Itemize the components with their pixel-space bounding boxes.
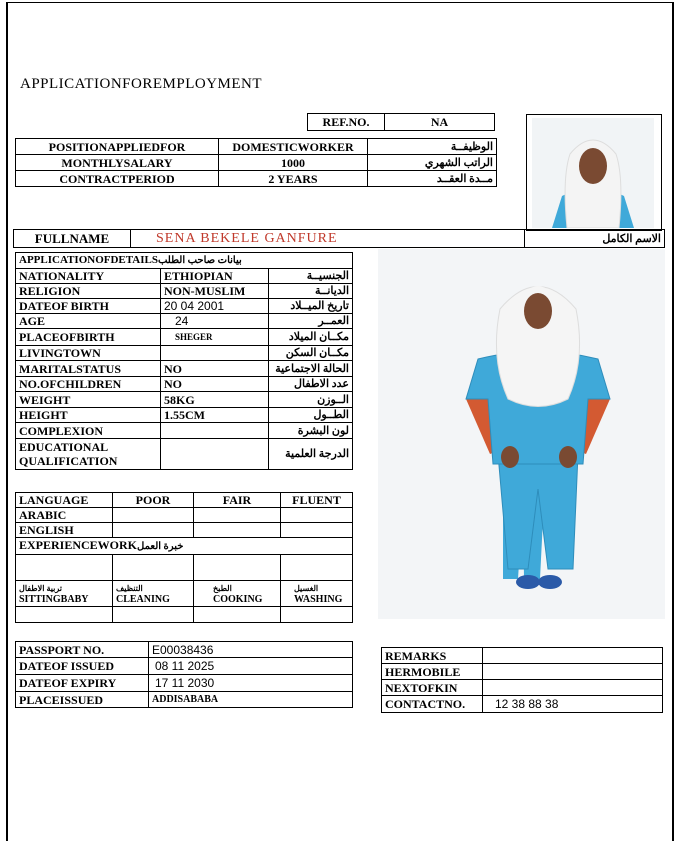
english-fluent (281, 523, 353, 538)
passport-table (15, 641, 353, 708)
details-table (15, 252, 353, 470)
education-arabic: الدرجة العلمية (269, 439, 353, 470)
skill-value-4 (281, 607, 353, 623)
place-issued-label: PLACEISSUED (16, 692, 149, 708)
weight-arabic: الــوزن (269, 392, 353, 408)
religion-arabic: الديانــة (269, 284, 353, 299)
date-issued-label: DATEOF ISSUED (16, 658, 149, 675)
weight-value: 58KG (161, 392, 269, 408)
height-arabic: الطــول (269, 408, 353, 423)
her-mobile-value (483, 664, 663, 680)
complexion-arabic: لون البشرة (269, 423, 353, 439)
skill-sittingbaby-arabic: تربية الاطفال (19, 583, 63, 593)
livingtown-label: LIVINGTOWN (16, 346, 161, 361)
age-arabic: العمــر (269, 314, 353, 329)
fair-header: FAIR (194, 493, 281, 508)
religion-value: NON-MUSLIM (161, 284, 269, 299)
nationality-arabic: الجنسيــة (269, 269, 353, 284)
position-row (16, 139, 497, 155)
skill-cooking-arabic: الطبخ (213, 583, 232, 593)
date-expiry-label: DATEOF EXPIRY (16, 675, 149, 692)
marital-arabic: الحالة الاجتماعية (269, 361, 353, 377)
pob-arabic: مكــان الميلاد (269, 329, 353, 346)
dob-label: DATEOF BIRTH (16, 299, 161, 314)
skill-value-1 (16, 607, 113, 623)
fullname-value (131, 230, 525, 248)
details-header (16, 253, 353, 269)
position-arabic: الوظيفــة (368, 139, 497, 155)
ref-label: REF.NO. (308, 114, 385, 131)
skill-cooking (194, 581, 281, 607)
education-label-line1: EDUCATIONAL (19, 440, 109, 454)
experience-cell-1 (16, 555, 113, 581)
experience-arabic: خبرة العمل (137, 541, 184, 552)
pob-label: PLACEOFBIRTH (16, 329, 161, 346)
remarks-value (483, 648, 663, 664)
page-title: APPLICATIONFOREMPLOYMENT (20, 76, 263, 92)
skill-cleaning-label: CLEANING (116, 593, 170, 605)
fullname-label: FULLNAME (14, 230, 131, 248)
complexion-value (161, 423, 269, 439)
contract-arabic: مــدة العقــد (368, 171, 497, 187)
her-mobile-label: HERMOBILE (382, 664, 483, 680)
experience-header (16, 538, 353, 555)
experience-label: EXPERIENCEWORK (19, 538, 138, 552)
contract-row (16, 171, 497, 187)
poor-header: POOR (113, 493, 194, 508)
skill-washing (281, 581, 353, 607)
next-of-kin-label: NEXTOFKIN (382, 680, 483, 696)
arabic-language-label: ARABIC (16, 508, 113, 523)
skill-cooking-label: COOKING (213, 593, 263, 605)
ref-value: NA (385, 114, 495, 131)
skill-sittingbaby-label: SITTINGBABY (19, 593, 89, 605)
salary-label: MONTHLYSALARY (16, 155, 219, 171)
children-arabic: عدد الاطفال (269, 377, 353, 392)
contact-no-label: CONTACTNO. (382, 696, 483, 713)
education-value (161, 439, 269, 470)
religion-label: RELIGION (16, 284, 161, 299)
english-fair (194, 523, 281, 538)
next-of-kin-value (483, 680, 663, 696)
education-label-line2: QUALIFICATION (19, 454, 118, 468)
education-label (16, 439, 161, 470)
skill-washing-arabic: الغسيل (294, 583, 319, 593)
experience-cell-3 (194, 555, 281, 581)
skill-value-3 (194, 607, 281, 623)
children-label: NO.OFCHILDREN (16, 377, 161, 392)
arabic-poor (113, 508, 194, 523)
details-header-arabic: بيانات صاحب الطلب (157, 255, 242, 266)
marital-value: NO (161, 361, 269, 377)
contact-no-value: 12 38 88 38 (483, 696, 663, 713)
passport-no-value: E00038436 (149, 642, 353, 658)
details-header-label: APPLICATIONOFDETAILS (19, 254, 158, 266)
skill-sittingbaby (16, 581, 113, 607)
date-issued-value: 08 11 2025 (149, 658, 353, 675)
contract-label: CONTRACTPERIOD (16, 171, 219, 187)
full-body-photo (378, 249, 665, 619)
language-header: LANGUAGE (16, 493, 113, 508)
marital-label: MARITALSTATUS (16, 361, 161, 377)
weight-label: WEIGHT (16, 392, 161, 408)
position-value: DOMESTICWORKER (219, 139, 368, 155)
skill-washing-label: WASHING (294, 593, 343, 605)
salary-row (16, 155, 497, 171)
passport-no-label: PASSPORT NO. (16, 642, 149, 658)
english-language-label: ENGLISH (16, 523, 113, 538)
english-poor (113, 523, 194, 538)
fullname-text: SENA BEKELE GANFURE (156, 231, 338, 246)
height-value: 1.55CM (161, 408, 269, 423)
remarks-label: REMARKS (382, 648, 483, 664)
complexion-label: COMPLEXION (16, 423, 161, 439)
remarks-table (381, 647, 663, 713)
pob-value: SHEGER (161, 329, 269, 346)
salary-value: 1000 (219, 155, 368, 171)
experience-cell-2 (113, 555, 194, 581)
contract-value: 2 YEARS (219, 171, 368, 187)
small-photo (532, 118, 654, 228)
fullname-table (13, 229, 665, 248)
dob-value: 20 04 2001 (161, 299, 269, 314)
position-table (15, 138, 497, 187)
position-label: POSITIONAPPLIEDFOR (16, 139, 219, 155)
date-expiry-value: 17 11 2030 (149, 675, 353, 692)
experience-cell-4 (281, 555, 353, 581)
nationality-value: ETHIOPIAN (161, 269, 269, 284)
arabic-fluent (281, 508, 353, 523)
ref-table (307, 113, 495, 131)
nationality-label: NATIONALITY (16, 269, 161, 284)
fullname-arabic: الاسم الكامل (525, 230, 665, 248)
skill-cleaning (113, 581, 194, 607)
fluent-header: FLUENT (281, 493, 353, 508)
children-value: NO (161, 377, 269, 392)
livingtown-arabic: مكــان السكن (269, 346, 353, 361)
arabic-fair (194, 508, 281, 523)
height-label: HEIGHT (16, 408, 161, 423)
age-label: AGE (16, 314, 161, 329)
language-table (15, 492, 353, 623)
salary-arabic: الراتب الشهري (368, 155, 497, 171)
skill-cleaning-arabic: التنظيف (116, 583, 143, 593)
skill-value-2 (113, 607, 194, 623)
age-value: 24 (161, 314, 269, 329)
livingtown-value (161, 346, 269, 361)
dob-arabic: تاريخ الميــلاد (269, 299, 353, 314)
place-issued-value: ADDISABABA (149, 692, 353, 708)
